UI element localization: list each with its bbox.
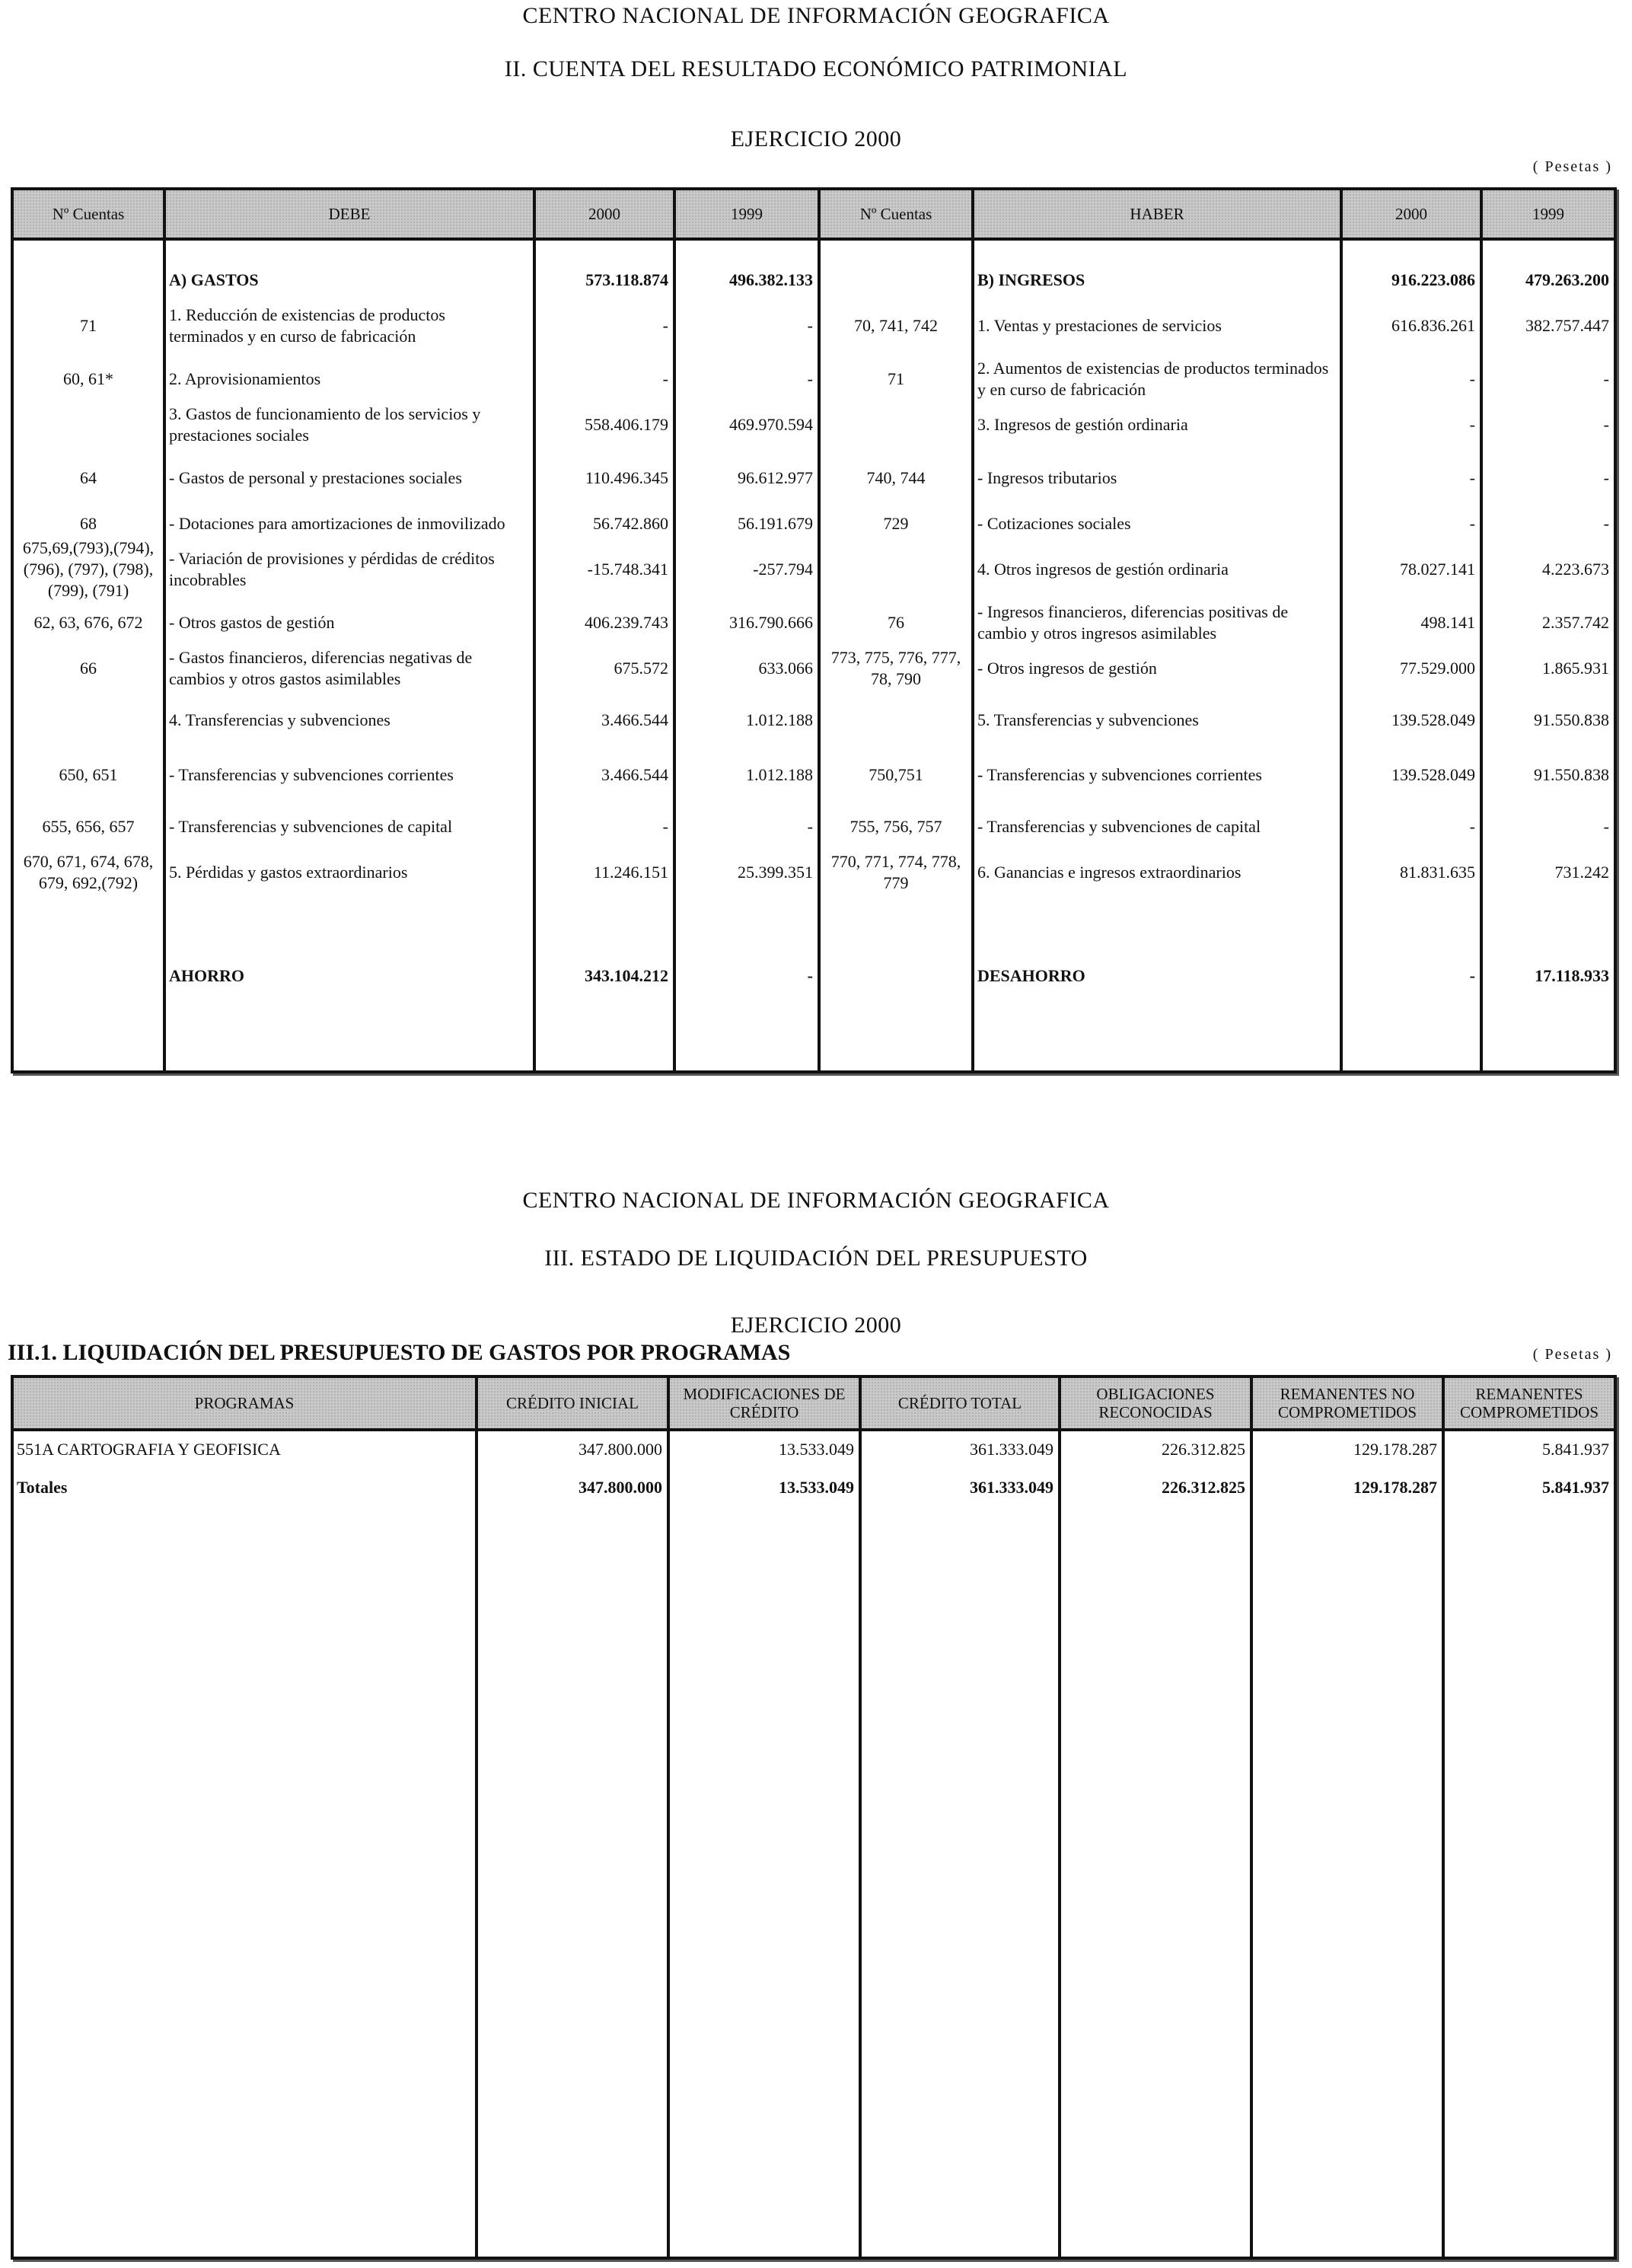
debe-concept: - Transferencias y subvenciones corrientes: [169, 765, 454, 784]
credit-modifications-value: 13.533.049: [779, 1440, 854, 1459]
haber-value-1999: -: [1603, 369, 1609, 388]
debe-value-1999: -: [807, 316, 813, 335]
debe-concept: - Variación de provisiones y pérdidas de créditos incobrables: [169, 549, 495, 589]
header-haber: HABER: [974, 190, 1343, 241]
haber-value-2000: -: [1469, 369, 1475, 388]
haber-account-code: [821, 955, 971, 997]
haber-value-1999: 91.550.838: [1534, 710, 1609, 729]
debe-concept: 2. Aprovisionamientos: [169, 369, 321, 388]
haber-account-code: 76: [888, 613, 904, 632]
debe-value-2000: -: [662, 316, 668, 335]
debe-account-code: 675,69,(793),(794), (796), (797), (798), (799), (791): [22, 538, 155, 600]
column-divider: [1250, 1431, 1253, 2257]
committed-value: 5.841.937: [1542, 1478, 1609, 1497]
debe-account-code: 670, 671, 674, 678, 679, 692,(792): [23, 852, 154, 892]
debe-concept: 3. Gastos de funcionamiento de los servicios y prestaciones sociales: [169, 404, 481, 445]
header-haber-1999: 1999: [1483, 190, 1614, 241]
haber-value-2000: 78.027.141: [1400, 560, 1475, 579]
haber-account-code: [821, 259, 971, 301]
haber-value-2000: 616.836.261: [1391, 316, 1475, 335]
header-debe-accounts: Nº Cuentas: [14, 190, 166, 241]
debe-concept: 4. Transferencias y subvenciones: [169, 710, 390, 729]
debe-concept: A) GASTOS: [169, 270, 259, 289]
debe-account-code: 64: [80, 468, 97, 487]
haber-value-1999: -: [1603, 514, 1609, 533]
haber-value-2000: -: [1469, 415, 1475, 434]
haber-value-2000: 81.831.635: [1400, 863, 1475, 882]
haber-concept: - Transferencias y subvenciones de capital: [977, 817, 1261, 836]
debe-account-code: [14, 699, 163, 742]
debe-concept: - Transferencias y subvenciones de capital: [169, 817, 453, 836]
debe-concept: - Dotaciones para amortizaciones de inmovilizado: [169, 514, 505, 533]
obligations-value: 226.312.825: [1162, 1440, 1245, 1459]
haber-value-2000: -: [1469, 817, 1475, 836]
debe-value-1999: 96.612.977: [738, 468, 813, 487]
haber-value-2000: 139.528.049: [1391, 710, 1475, 729]
header-debe: DEBE: [166, 190, 536, 241]
debe-account-code: [14, 955, 163, 997]
header-haber-accounts: Nº Cuentas: [821, 190, 974, 241]
haber-concept: - Ingresos tributarios: [977, 468, 1117, 487]
debe-value-2000: 3.466.544: [601, 710, 668, 729]
debe-value-1999: -: [807, 966, 813, 985]
haber-concept: 6. Ganancias e ingresos extraordinarios: [977, 863, 1242, 882]
debe-account-code: 71: [80, 316, 97, 335]
debe-value-2000: 406.239.743: [585, 613, 668, 632]
haber-account-code: 773, 775, 776, 777, 78, 790: [830, 648, 961, 688]
debe-value-1999: 316.790.666: [729, 613, 813, 632]
result-account-table: [11, 187, 1617, 1073]
org-title-1: CENTRO NACIONAL DE INFORMACIÓN GEOGRAFICA: [522, 3, 1110, 28]
haber-concept: - Cotizaciones sociales: [977, 514, 1131, 533]
debe-value-2000: -: [662, 817, 668, 836]
debe-concept: - Otros gastos de gestión: [169, 613, 335, 632]
haber-account-code: [821, 699, 971, 742]
haber-account-code: 750,751: [869, 765, 923, 784]
haber-value-1999: 731.242: [1554, 863, 1609, 882]
exercise-1: EJERCICIO 2000: [730, 126, 902, 152]
program-name: Totales: [17, 1478, 68, 1497]
units-label-1: ( Pesetas ): [1532, 158, 1612, 175]
column-divider: [859, 1431, 862, 2257]
debe-value-2000: 3.466.544: [601, 765, 668, 784]
haber-value-1999: 2.357.742: [1542, 613, 1609, 632]
debe-account-code: 66: [80, 659, 97, 678]
debe-value-2000: 558.406.179: [585, 415, 668, 434]
header-programs: PROGRAMAS: [14, 1378, 478, 1431]
exercise-2: EJERCICIO 2000: [730, 1313, 902, 1338]
header-obligations: OBLIGACIONES RECONOCIDAS: [1061, 1378, 1253, 1431]
haber-concept: - Transferencias y subvenciones corrientes: [977, 765, 1262, 784]
debe-account-code: 650, 651: [59, 765, 118, 784]
committed-value: 5.841.937: [1542, 1440, 1609, 1459]
haber-value-1999: 479.263.200: [1525, 270, 1609, 289]
debe-concept: 1. Reducción de existencias de productos terminados y en curso de fabricación: [169, 305, 445, 346]
debe-value-2000: 573.118.874: [585, 270, 668, 289]
haber-concept: B) INGRESOS: [977, 270, 1085, 289]
debe-value-2000: 56.742.860: [593, 514, 668, 533]
debe-concept: - Gastos financieros, diferencias negativas de cambios y otros gastos asimilables: [169, 648, 473, 688]
obligations-value: 226.312.825: [1162, 1478, 1245, 1497]
debe-value-1999: 496.382.133: [729, 270, 813, 289]
haber-value-1999: 17.118.933: [1535, 966, 1609, 985]
program-name: 551A CARTOGRAFIA Y GEOFISICA: [17, 1440, 281, 1459]
header-debe-2000: 2000: [536, 190, 676, 241]
debe-account-code: 62, 63, 676, 672: [33, 613, 143, 632]
total-credit-value: 361.333.049: [970, 1440, 1053, 1459]
haber-account-code: 755, 756, 757: [849, 817, 942, 836]
haber-value-2000: -: [1469, 966, 1475, 985]
haber-concept: - Ingresos financieros, diferencias positivas de cambio y otros ingresos asimilables: [977, 602, 1289, 643]
debe-account-code: 60, 61*: [63, 369, 113, 388]
debe-concept: AHORRO: [169, 966, 244, 985]
header-uncommitted: REMANENTES NO COMPROMETIDOS: [1253, 1378, 1445, 1431]
report-title-2: III. ESTADO DE LIQUIDACIÓN DEL PRESUPUESTO: [544, 1246, 1088, 1271]
haber-concept: 2. Aumentos de existencias de productos terminados y en curso de fabricación: [977, 359, 1329, 399]
debe-concept: 5. Pérdidas y gastos extraordinarios: [169, 863, 408, 882]
initial-credit-value: 347.800.000: [579, 1478, 662, 1497]
debe-value-1999: -: [807, 817, 813, 836]
units-label-2: ( Pesetas ): [1532, 1346, 1612, 1363]
header-haber-2000: 2000: [1343, 190, 1483, 241]
header-initial-credit: CRÉDITO INICIAL: [478, 1378, 670, 1431]
header-total-credit: CRÉDITO TOTAL: [862, 1378, 1061, 1431]
debe-value-1999: 1.012.188: [746, 710, 813, 729]
uncommitted-value: 129.178.287: [1353, 1440, 1437, 1459]
debe-account-code: [14, 259, 163, 301]
debe-concept: - Gastos de personal y prestaciones sociales: [169, 468, 462, 487]
haber-account-code: 770, 771, 774, 778, 779: [830, 852, 961, 892]
header-debe-1999: 1999: [676, 190, 821, 241]
haber-value-1999: 4.223.673: [1542, 560, 1609, 579]
haber-value-1999: 382.757.447: [1525, 316, 1609, 335]
total-credit-value: 361.333.049: [970, 1478, 1053, 1497]
haber-account-code: [821, 548, 971, 591]
initial-credit-value: 347.800.000: [579, 1440, 662, 1459]
budget-table: [11, 1375, 1617, 2260]
haber-value-1999: 91.550.838: [1534, 765, 1609, 784]
header-committed: REMANENTES COMPROMETIDOS: [1445, 1378, 1614, 1431]
haber-value-1999: -: [1603, 468, 1609, 487]
column-divider: [1442, 1431, 1445, 2257]
haber-account-code: 729: [883, 514, 909, 533]
haber-concept: 5. Transferencias y subvenciones: [977, 710, 1199, 729]
haber-account-code: [821, 404, 971, 446]
haber-value-2000: 77.529.000: [1400, 659, 1475, 678]
haber-value-1999: -: [1603, 415, 1609, 434]
column-divider: [667, 1431, 670, 2257]
haber-value-1999: 1.865.931: [1542, 659, 1609, 678]
uncommitted-value: 129.178.287: [1353, 1478, 1437, 1497]
debe-value-2000: 11.246.151: [593, 863, 668, 882]
debe-account-code: 655, 656, 657: [42, 817, 135, 836]
haber-concept: DESAHORRO: [977, 966, 1085, 985]
credit-modifications-value: 13.533.049: [779, 1478, 854, 1497]
report-title-1: II. CUENTA DEL RESULTADO ECONÓMICO PATRIMONIAL: [504, 56, 1128, 81]
column-divider: [475, 1431, 478, 2257]
haber-value-2000: -: [1469, 514, 1475, 533]
debe-value-2000: -: [662, 369, 668, 388]
debe-value-1999: -: [807, 369, 813, 388]
debe-value-1999: 56.191.679: [738, 514, 813, 533]
budget-subtitle: III.1. LIQUIDACIÓN DEL PRESUPUESTO DE GASTOS POR PROGRAMAS: [8, 1340, 791, 1365]
haber-concept: 1. Ventas y prestaciones de servicios: [977, 316, 1222, 335]
haber-value-1999: -: [1603, 817, 1609, 836]
debe-value-1999: 469.970.594: [729, 415, 813, 434]
debe-value-2000: 675.572: [614, 659, 668, 678]
debe-value-1999: 25.399.351: [738, 863, 813, 882]
column-divider: [1058, 1431, 1061, 2257]
header-credit-modifications: MODIFICACIONES DE CRÉDITO: [670, 1378, 862, 1431]
haber-account-code: 740, 744: [866, 468, 926, 487]
haber-concept: - Otros ingresos de gestión: [977, 659, 1157, 678]
haber-concept: 4. Otros ingresos de gestión ordinaria: [977, 560, 1229, 579]
debe-account-code: 68: [80, 514, 97, 533]
haber-value-2000: 916.223.086: [1391, 270, 1475, 289]
debe-value-1999: 633.066: [758, 659, 813, 678]
debe-account-code: [14, 404, 163, 446]
debe-value-1999: -257.794: [753, 560, 813, 579]
debe-value-2000: 343.104.212: [585, 966, 668, 985]
org-title-2: CENTRO NACIONAL DE INFORMACIÓN GEOGRAFICA: [522, 1188, 1110, 1213]
haber-value-2000: 498.141: [1420, 613, 1475, 632]
debe-value-1999: 1.012.188: [746, 765, 813, 784]
haber-concept: 3. Ingresos de gestión ordinaria: [977, 415, 1188, 434]
haber-account-code: 70, 741, 742: [854, 316, 938, 335]
haber-value-2000: -: [1469, 468, 1475, 487]
debe-value-2000: -15.748.341: [587, 560, 668, 579]
haber-account-code: 71: [888, 369, 904, 388]
haber-value-2000: 139.528.049: [1391, 765, 1475, 784]
debe-value-2000: 110.496.345: [585, 468, 668, 487]
